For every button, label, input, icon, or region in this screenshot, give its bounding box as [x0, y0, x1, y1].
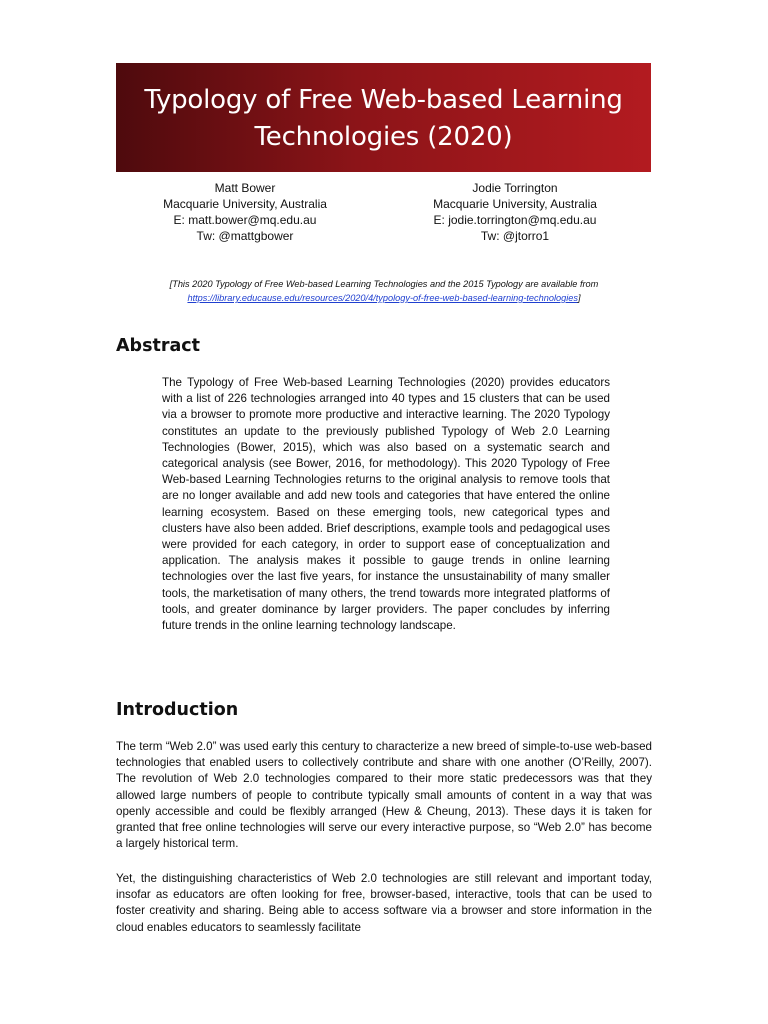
author-name: Jodie Torrington — [472, 181, 558, 195]
title-banner — [116, 63, 651, 172]
author-name: Matt Bower — [214, 181, 276, 195]
author-twitter: Tw: @jtorro1 — [480, 229, 550, 243]
paper-title-line-1: Typology of Free Web-based Learning — [144, 84, 623, 115]
introduction-paragraph-2: Yet, the distinguishing characteristics of Web 2.0 technologies are still relevant and important today, insofar as educators are often looking for free, browser-based, interactive, tools that can be used to foster creativity and sharing. Being able to access software via a browser and store information in the cloud enables educators to seamlessly facilitate — [116, 872, 652, 934]
author-1 — [140, 180, 350, 244]
introduction-paragraph-1: The term “Web 2.0” was used early this century to characterize a new breed of simple-to-use web-based technologies that enabled users to collectively contribute and share with one another (O’Reilly, 2007). The revolution of Web 2.0 technologies compared to their more static predecessors was that they allowed large numbers of people to contribute typically small amounts of content in a way that was openly accessible and could be flexibly arranged (Hew & Cheung, 2013). These days it is taken for granted that free online technologies will serve our every interactive purpose, so “Web 2.0” has become a largely historical term. — [116, 740, 652, 851]
author-email: E: jodie.torrington@mq.edu.au — [433, 213, 597, 227]
author-affiliation: Macquarie University, Australia — [433, 197, 597, 211]
author-2 — [410, 180, 620, 244]
note-suffix: ] — [577, 293, 581, 303]
typology-link[interactable]: https://library.educause.edu/resources/2020/4/typology-of-free-web-based-learning-technologies — [187, 293, 578, 303]
paper-title-line-2: Technologies (2020) — [254, 121, 513, 152]
introduction-heading: Introduction — [116, 700, 239, 720]
author-email: E: matt.bower@mq.edu.au — [173, 213, 317, 227]
abstract-heading: Abstract — [116, 336, 201, 356]
author-twitter: Tw: @mattgbower — [196, 229, 294, 243]
availability-note — [120, 277, 648, 305]
note-prefix: [This 2020 Typology of Free Web-based Learning Technologies and the 2015 Typology are available from — [169, 279, 599, 289]
author-affiliation: Macquarie University, Australia — [163, 197, 327, 211]
abstract-body: The Typology of Free Web-based Learning Technologies (2020) provides educators with a list of 226 technologies arranged into 40 types and 15 clusters that can be used via a browser to promote more productive and interactive learning. The 2020 Typology constitutes an update to the previously published Typology of Web 2.0 Learning Technologies (Bower, 2015), which was also based on a systematic search and categorical analysis (see Bower, 2016, for methodology). This 2020 Typology of Free Web-based Learning Technologies returns to the original analysis to remove tools that are no longer available and add new tools and categories that have entered the online learning ecosystem. Based on these emerging tools, new categorical types and clusters have also been added. Brief descriptions, example tools and pedagogical uses were provided for each category, in order to support ease of conceptualization and application. The analysis makes it possible to gauge trends in online learning technologies over the last five years, for instance the unsustainability of many smaller tools, the marketisation of many others, the trend towards more integrated platforms of tools, and greater dominance by larger providers. The paper concludes by inferring future trends in the online learning technology landscape. — [162, 376, 610, 633]
